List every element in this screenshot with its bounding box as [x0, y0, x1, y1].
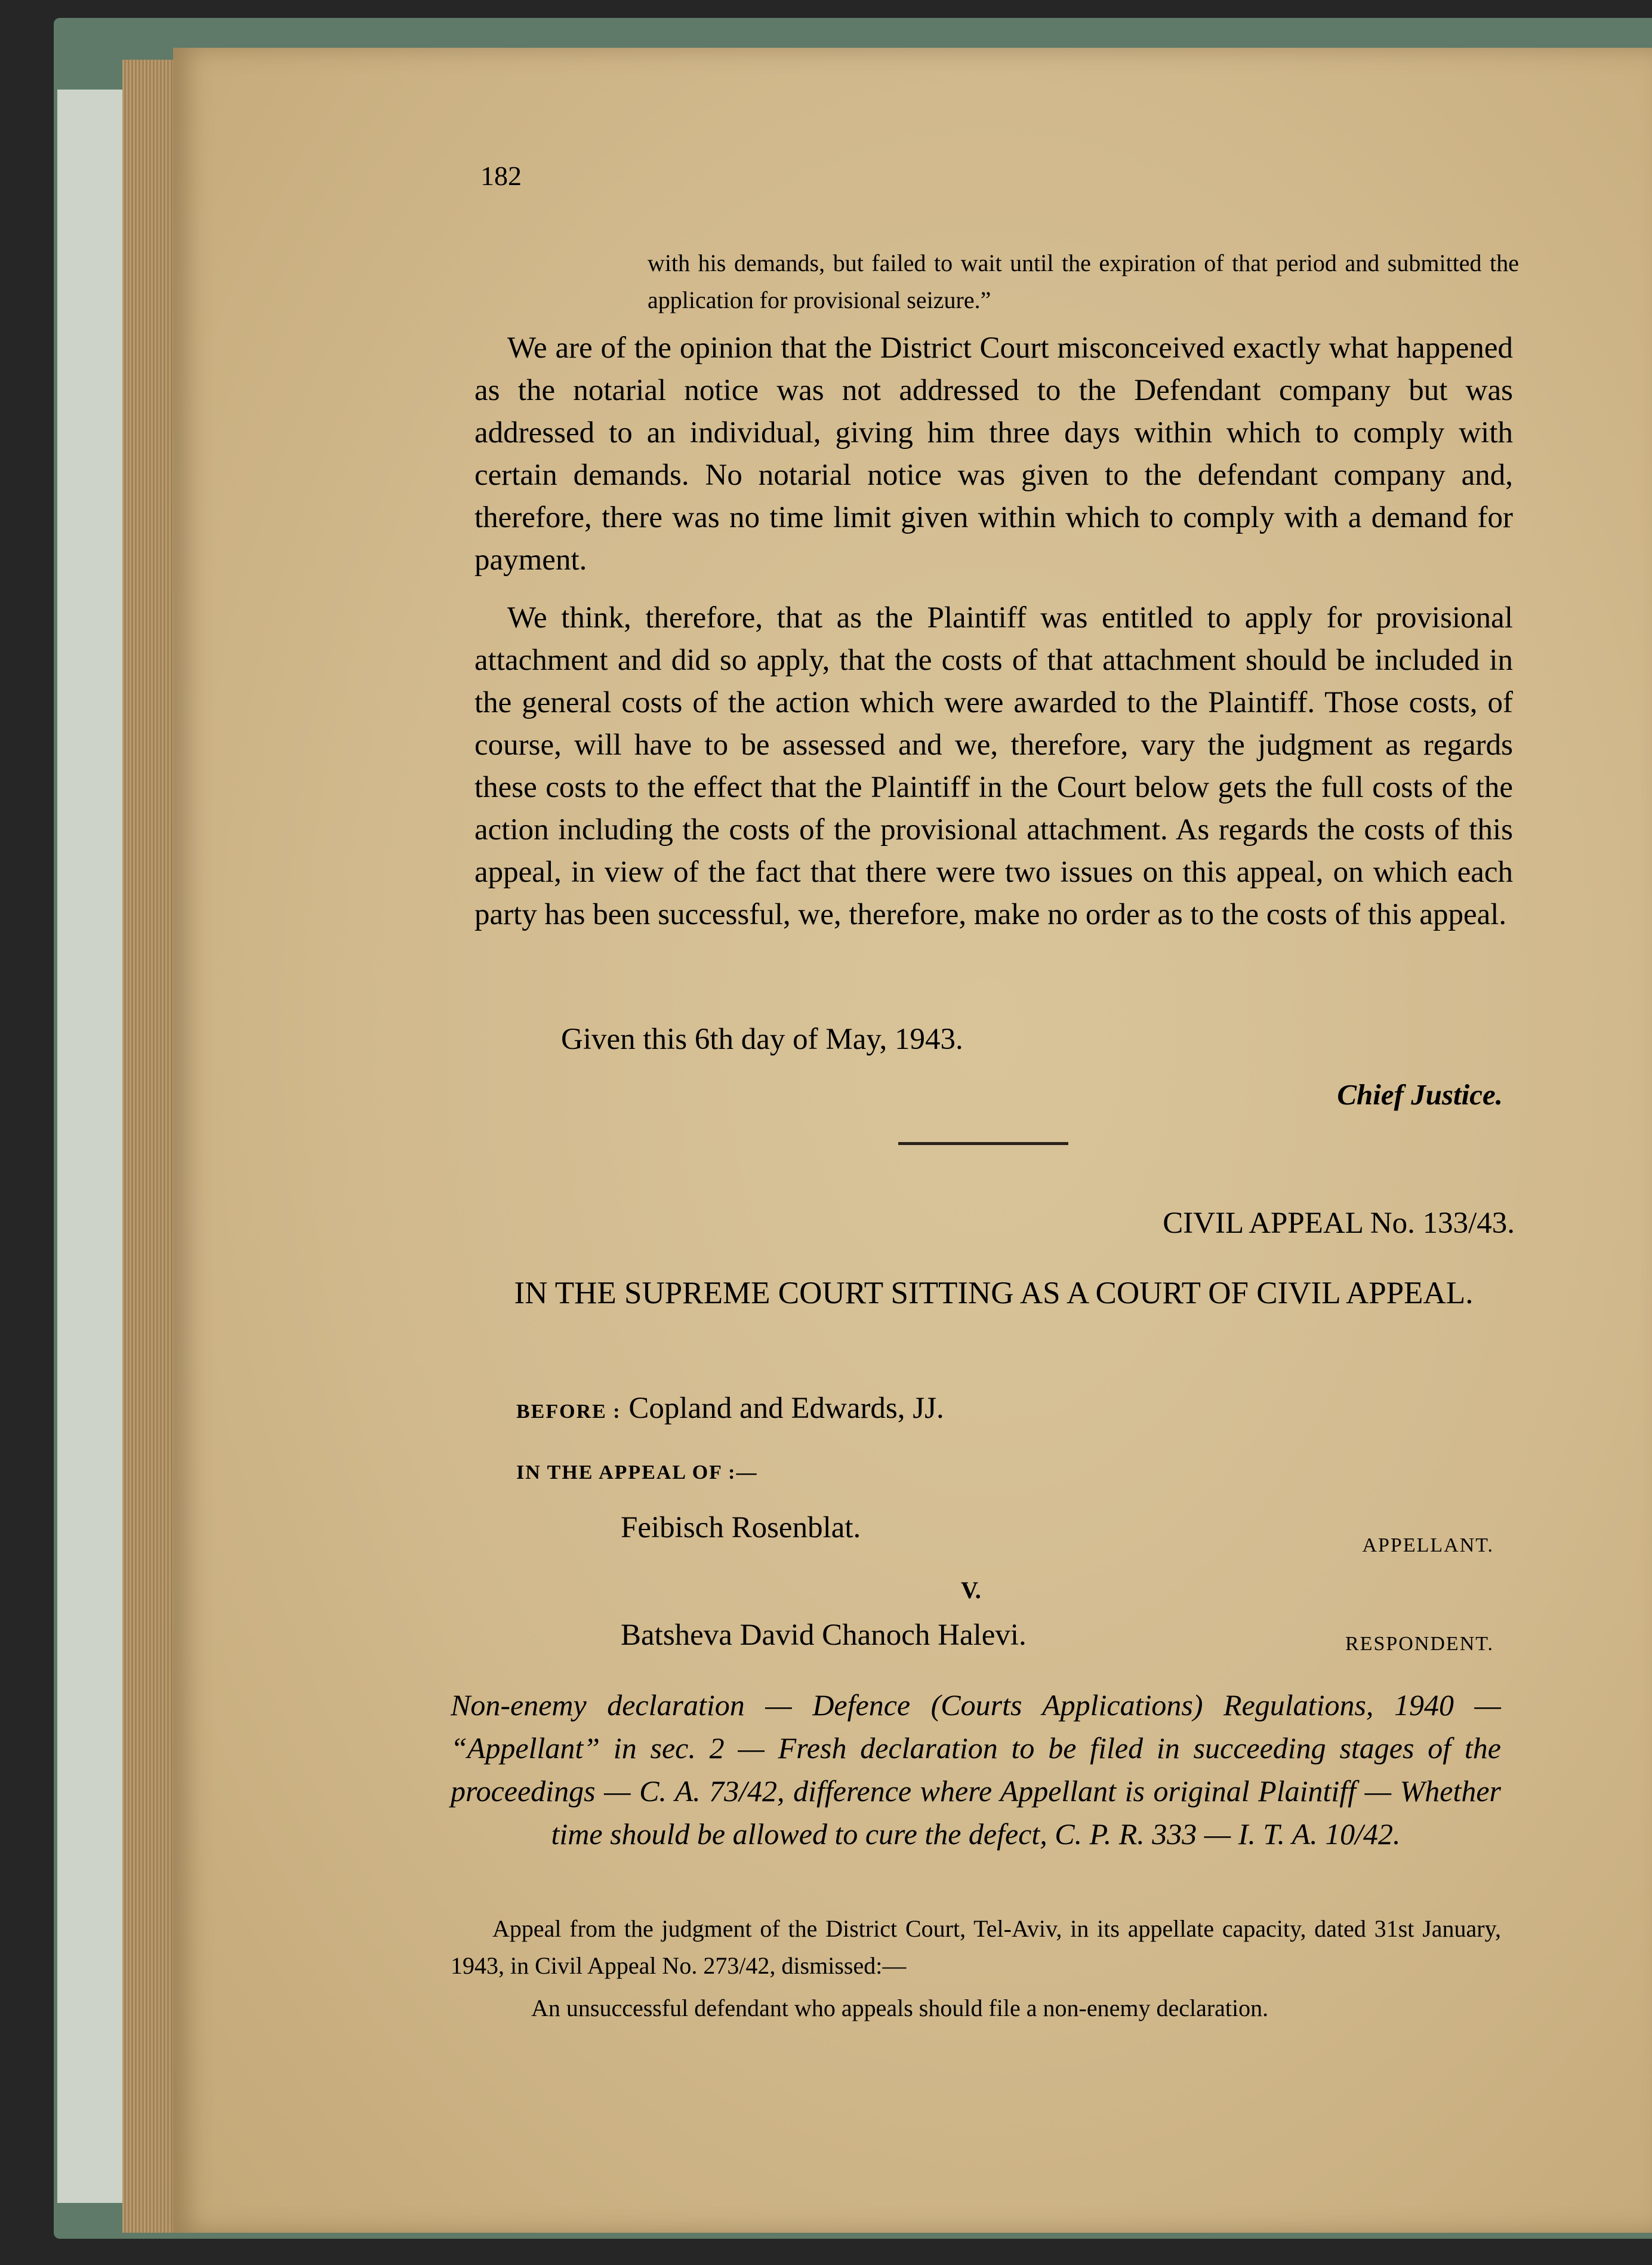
versus: V.	[961, 1577, 981, 1604]
paragraph-costs: We think, therefore, that as the Plaintiff was entitled to apply for provisional attachment and did so apply, that the costs of that attachment should be included in the general costs of the action which were awarded to the Plaintiff. Those costs, of course, will have to be assessed and we, therefore, vary the judgment as regards these costs to the effect that the Plaintiff in the Court below gets the full costs of the action including the costs of the provisional attachment. As regards the costs of this appeal, in view of the fact that there were two issues on this appeal, on which each party has been successful, we, therefore, make no order as to the costs of this appeal.	[474, 601, 1513, 931]
given-date-line: Given this 6th day of May, 1943.	[561, 1023, 963, 1056]
section-divider	[898, 1142, 1068, 1145]
appellant-role: APPELLANT.	[1362, 1534, 1494, 1556]
holding-line: An unsuccessful defendant who appeals should file a non-enemy declaration.	[531, 1995, 1269, 2021]
before-judges: Copland and Edwards, JJ.	[628, 1392, 944, 1425]
headnote: Non-enemy declaration — Defence (Courts Applications) Regulations, 1940 — “Appellant” in sec. 2 — Fresh declaration to be filed in succeeding stages of the proceedings — C. A. 73/42, difference where Appellant is original Plaintiff — Whether time should be allowed to cure the defect, C. P. R. 333 — I. T. A. 10/42.	[451, 1688, 1501, 1851]
appellant-name: Feibisch Rosenblat.	[621, 1511, 861, 1544]
appeal-from-paragraph: Appeal from the judgment of the District Court, Tel-Aviv, in its appellate capacity, dated 31st January, 1943, in Civil Appeal No. 273/42, dismissed:—	[451, 1915, 1501, 1979]
case-number: CIVIL APPEAL No. 133/43.	[1163, 1207, 1515, 1240]
page-edges	[122, 60, 179, 2233]
respondent-role: RESPONDENT.	[1345, 1633, 1494, 1655]
before-label: BEFORE :	[516, 1401, 621, 1423]
quoted-text: with his demands, but failed to wait until the expiration of that period and submitted the application for provisional seizure.”	[648, 250, 1519, 313]
paragraph-opinion: We are of the opinion that the District Court misconceived exactly what happened as the notarial notice was not addressed to the Defendant company but was addressed to an individual, giving him three days within which to comply with certain demands. No notarial notice was given to the defendant company and, therefore, there was no time limit given within which to comply with a demand for payment.	[474, 331, 1513, 577]
before-line	[516, 1391, 944, 1426]
court-heading: IN THE SUPREME COURT SITTING AS A COURT OF CIVIL APPEAL.	[514, 1276, 1474, 1310]
signature-chief-justice: Chief Justice.	[1337, 1078, 1503, 1111]
page-number: 182	[480, 161, 522, 191]
in-appeal-label: IN THE APPEAL OF :—	[516, 1461, 758, 1484]
respondent-name: Batsheva David Chanoch Halevi.	[621, 1618, 1027, 1652]
